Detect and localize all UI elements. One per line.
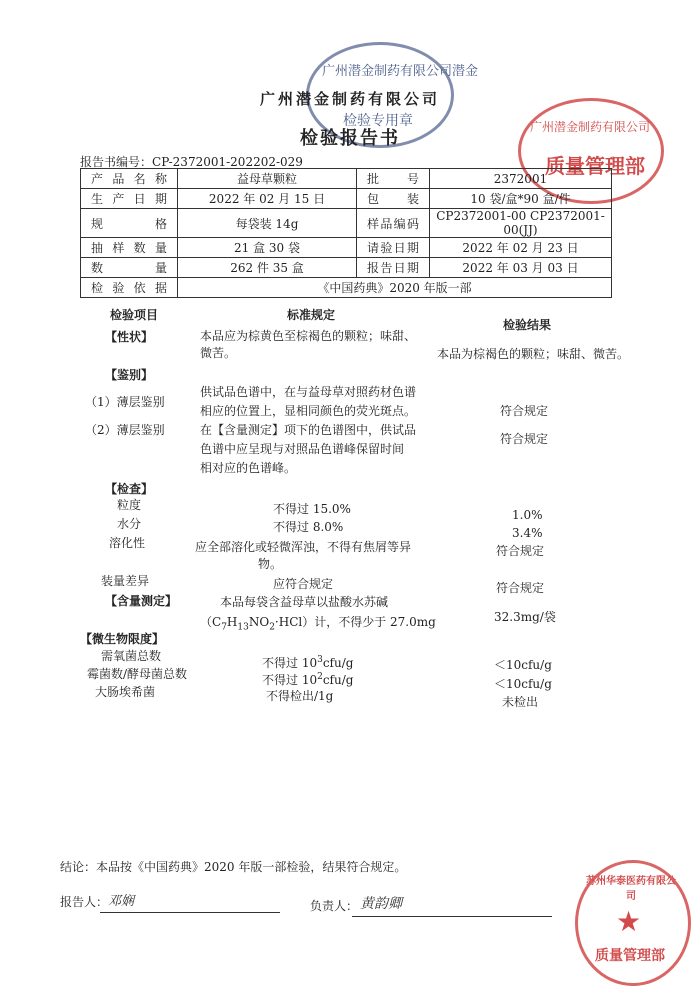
inspection-stamp-top-text: 广州潜金制药有限公司潜金 [322,64,479,79]
section-jianbie: 【鉴别】 [105,368,154,382]
report-number-value: CP-2372001-202202-029 [152,155,303,169]
dachang-standard: 不得检出/1g [266,689,334,703]
jianbie-2-item: （2）薄层鉴别 [85,423,165,437]
table-row [81,238,612,258]
company-name: 广州潜金制药有限公司 [259,90,440,108]
section-hanliang: 【含量测定】 [105,594,178,608]
shuifen-standard: 不得过 8.0% [273,520,344,534]
ronghua-result: 符合规定 [496,544,545,558]
info-value: 21 盒 30 袋 [178,238,357,258]
responsible-label: 负责人： [310,899,359,913]
lidu-item: 粒度 [117,498,142,512]
std-text: 不得过 10 [262,656,318,670]
info-value: 2022 年 02 月 15 日 [178,189,357,209]
jianbie-2-result: 符合规定 [500,432,549,446]
info-label: 样品编码 [357,209,430,238]
hanliang-standard: 本品每袋含益母草以盐酸水苏碱 [220,595,389,609]
meijun-result: ＜10cfu/g [494,677,552,691]
basis-value: 《中国药典》2020 年版一部 [178,278,612,298]
column-result-header: 检验结果 [503,318,552,332]
ronghua-item: 溶化性 [109,536,146,550]
xuyang-result: ＜10cfu/g [494,658,552,672]
bottom-stamp-top-text: 苏州华泰医药有限公司 [586,876,676,902]
column-item-header: 检验项目 [110,308,159,322]
info-label: 生产日期 [81,189,178,209]
info-label: 报告日期 [357,258,430,278]
std-exp: 2 [317,672,323,682]
formula-part: ·HCl）计，不得少于 27.0mg [274,615,436,629]
qa-stamp-top-text: 广州潜金制药有限公司 [530,120,651,134]
inspection-stamp-text: 检验专用章 [343,113,413,129]
meijun-item: 霉菌数/酵母菌总数 [87,667,188,681]
jianbie-standard-line: 在【含量测定】项下的色谱图中，供试品 [200,423,417,437]
std-exp: 3 [317,655,323,665]
basis-label: 检验依据 [81,278,178,298]
jianbie-standard-line: 色谱中应呈现与对照品色谱峰保留时间 [200,442,405,456]
formula-part: （C [200,615,222,629]
info-value: 每袋装 14g [178,209,357,238]
info-table [80,168,612,298]
info-value: CP2372001-00 CP2372001-00(JJ) [430,209,612,238]
ronghua-standard: 应全部溶化或轻微浑浊，不得有焦屑等异 [195,540,412,554]
formula-part: H [226,615,238,629]
info-value: 2022 年 02 月 23 日 [430,238,612,258]
info-value: 10 袋/盒*90 盒/件 [430,189,612,209]
shuifen-item: 水分 [117,517,142,531]
info-label: 批号 [357,169,430,189]
info-value: 2372001 [430,169,612,189]
formula-part: NO [248,615,270,629]
dachang-item: 大肠埃希菌 [95,685,156,699]
formula-sub: 7 [221,622,227,633]
report-title: 检验报告书 [300,128,400,149]
bottom-stamp-bottom-text: 质量管理部 [595,948,665,964]
formula-sub: 2 [269,622,275,633]
xingzhuang-result: 本品为棕褐色的颗粒；味甜、微苦。 [437,347,630,361]
jianbie-standard-line: 相应的位置上，显相同颜色的荧光斑点。 [200,404,417,418]
meijun-standard [262,669,353,689]
info-label: 包装 [357,189,430,209]
jianbie-standard-line: 供试品色谱中，在与益母草对照药材色谱 [200,385,417,399]
ronghua-standard-cont: 物。 [258,557,283,571]
xingzhuang-standard-cont: 微苦。 [200,346,237,360]
column-standard-header: 标准规定 [287,308,336,322]
qa-stamp-text: 质量管理部 [545,154,645,178]
info-label: 数量 [81,258,178,278]
hanliang-result: 32.3mg/袋 [494,610,556,624]
info-label: 规格 [81,209,178,238]
std-text: cfu/g [322,656,354,670]
jianbie-1-item: （1）薄层鉴别 [85,395,165,409]
bottom-stamp-star-icon: ★ [616,905,642,938]
info-value: 2022 年 03 月 03 日 [430,258,612,278]
dachang-result: 未检出 [502,695,539,709]
info-label: 产品名称 [81,169,178,189]
zhuangliang-result: 符合规定 [496,581,545,595]
info-label: 请验日期 [357,238,430,258]
zhuangliang-standard: 应符合规定 [273,577,334,591]
section-jiancha: 【检查】 [105,482,154,496]
table-row [81,189,612,209]
report-number-label: 报告书编号： [80,155,153,169]
lidu-result: 1.0% [512,508,543,522]
formula-sub: 13 [237,622,249,633]
std-text: 不得过 10 [262,673,318,687]
reporter-signature-line [100,911,280,913]
table-row [81,169,612,189]
reporter-signature: 邓娴 [108,894,135,909]
lidu-standard: 不得过 15.0% [273,502,351,516]
table-row [81,278,612,298]
table-row [81,209,612,238]
info-label: 抽样数量 [81,238,178,258]
hanliang-standard-formula [200,614,436,636]
section-xingzhuang: 【性状】 [105,330,154,344]
xingzhuang-standard: 本品应为棕黄色至棕褐色的颗粒；味甜、 [200,329,417,343]
table-row [81,258,612,278]
responsible-signature-line [352,915,552,917]
section-weishengwu: 【微生物限度】 [80,632,165,646]
jianbie-standard-line: 相对应的色谱峰。 [200,461,297,475]
conclusion: 结论：本品按《中国药典》2020 年版一部检验，结果符合规定。 [60,860,407,874]
std-text: cfu/g [322,673,354,687]
jianbie-1-result: 符合规定 [500,404,549,418]
info-value: 益母草颗粒 [178,169,357,189]
xuyang-item: 需氧菌总数 [101,649,162,663]
responsible-signature: 黄韵卿 [360,896,402,912]
reporter-label: 报告人： [60,895,109,909]
info-value: 262 件 35 盒 [178,258,357,278]
zhuangliang-item: 装量差异 [101,574,150,588]
shuifen-result: 3.4% [512,526,543,540]
